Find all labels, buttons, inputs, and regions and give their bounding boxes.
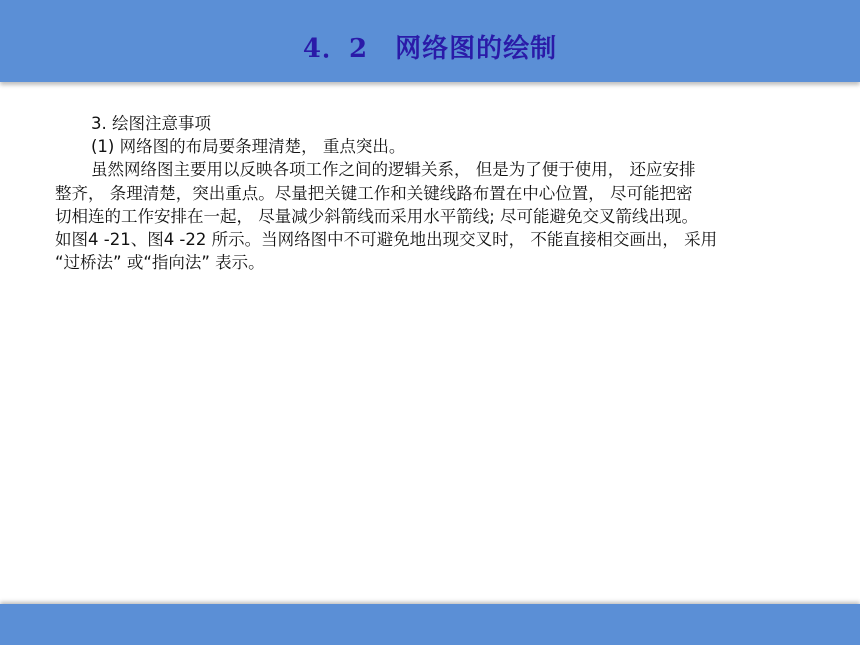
paragraph-line: “过桥法” 或“指向法” 表示。 [55,253,265,273]
paragraph-line: 如图4 -21、图4 -22 所示。当网络图中不可避免地出现交叉时， 不能直接相交画出， 采用 [55,230,718,250]
paragraph-line: 虽然网络图主要用以反映各项工作之间的逻辑关系， 但是为了便于使用， 还应安排 [91,160,696,180]
paragraph-line: 切相连的工作安排在一起， 尽量减少斜箭线而采用水平箭线; 尽可能避免交叉箭线出现。 [55,206,699,226]
slide-content [55,112,797,274]
section-heading: 3. 绘图注意事项 [91,114,211,133]
paragraph-line: 整齐， 条理清楚，突出重点。尽量把关键工作和关键线路布置在中心位置， 尽可能把密 [55,183,693,203]
section-subheading: (1) 网络图的布局要条理清楚， 重点突出。 [91,137,406,157]
slide-title: 4．2 网络图的绘制 [302,34,558,64]
header-bar [0,0,860,82]
footer-bar [0,604,860,645]
